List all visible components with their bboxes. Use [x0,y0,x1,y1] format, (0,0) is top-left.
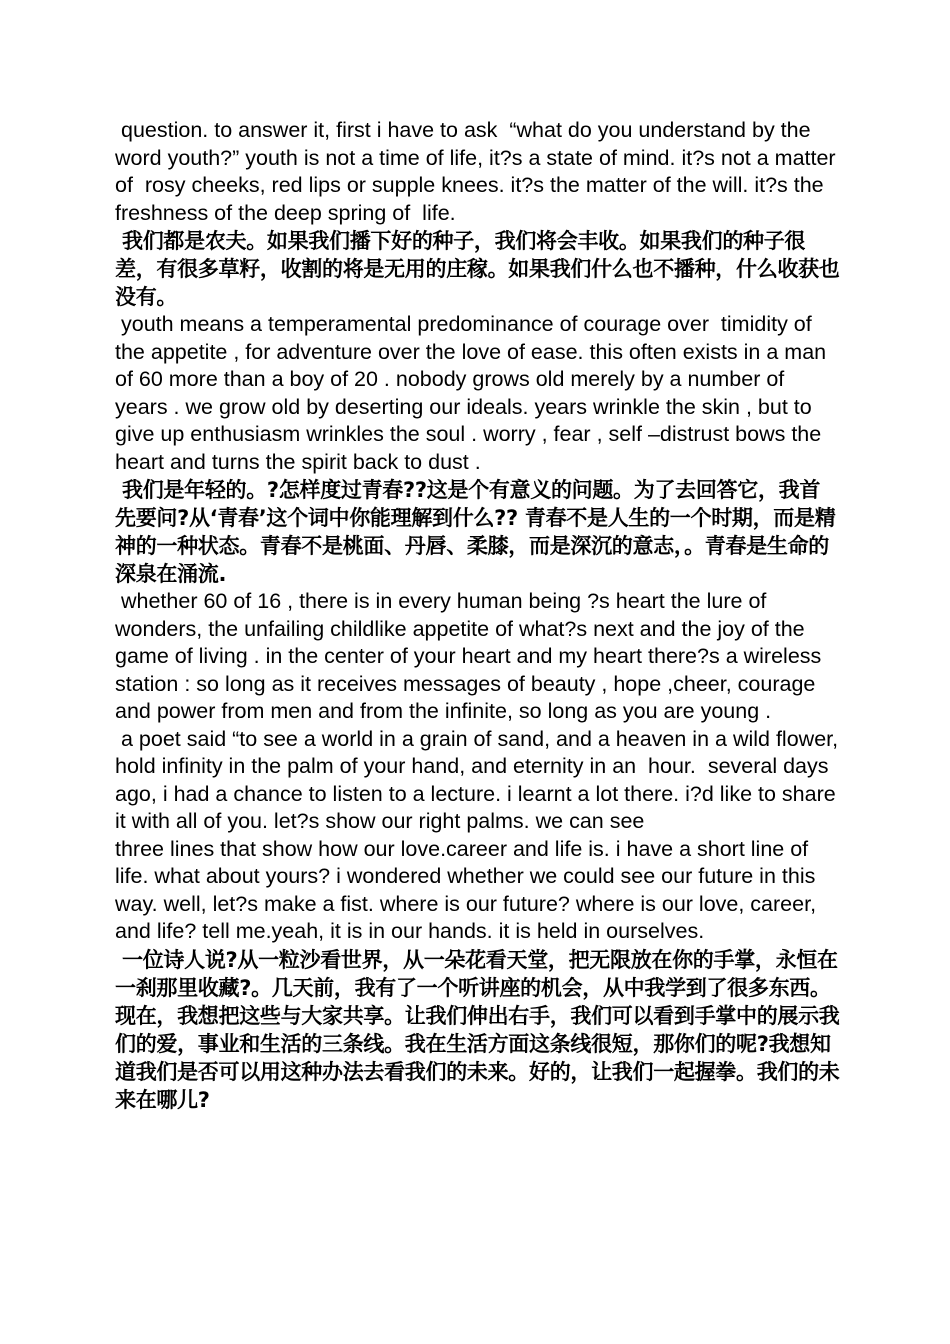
paragraph-three-lines: three lines that show how our love.career and life is. i have a short line of life. what about yours? i wondered whether we could see our future in this way. well, let?s make a fist. where is our future? where is our love, career, and life? tell me.yeah, it is in our hands. it is held in ourselves. [115,836,823,943]
paragraph-poet-lecture: a poet said “to see a world in a grain of sand, and a heaven in a wild flower, hold infinity in the palm of your hand, and eternity in an hour. several days ago, i had a chance to listen to a lecture. i learnt a lot there. i?d like to share it with all of you. let?s show our right palms. we can see [115,726,845,833]
paragraph-youth-courage: youth means a temperamental predominance of courage over timidity of the appetite , for adventure over the love of ease. this often exists in a man of 60 more than a boy of 20 . nobody grows old merely by a number of years . we grow old by deserting our ideals. years wrinkle the skin , but to give up enthusiasm wrinkles the soul . worry , fear , self –distrust bows the heart and turns the spirit back to dust . [115,312,833,474]
paragraph-young-zh: 我们是年轻的。?怎样度过青春??这是个有意义的问题。为了去回答它，我首先要问?从‘青春’这个词中你能理解到什么?? 青春不是人生的一个时期，而是精神的一种状态。青春不是桃面、丹唇、柔膝，而是深沉的意志，。青春是生命的深泉在涌流. [115,478,836,586]
paragraph-wireless-station: whether 60 of 16 , there is in every human being ?s heart the lure of wonders, the unfailing childlike appetite of what?s next and the joy of the game of living . in the center of your heart and my heart there?s a wireless station : so long as it receives messages of beauty , hope ,cheer, courage and power from men and from the infinite, so long as you are young . [115,589,828,723]
paragraph-farmers-zh: 我们都是农夫。如果我们播下好的种子，我们将会丰收。如果我们的种子很差，有很多草籽，收割的将是无用的庄稼。如果我们什么也不播种，什么收获也没有。 [115,229,840,309]
paragraph-poet-zh: 一位诗人说?从一粒沙看世界，从一朵花看天堂，把无限放在你的手掌，永恒在一刹那里收藏?。几天前，我有了一个听讲座的机会，从中我学到了很多东西。现在，我想把这些与大家共享。让我们伸出右手，我们可以看到手掌中的展示我们的爱，事业和生活的三条线。我在生活方面这条线很短，那你们的呢?我想知道我们是否可以用这种办法去看我们的未来。好的，让我们一起握拳。我们的未来在哪儿? [115,947,840,1112]
document-page [115,117,845,1114]
paragraph-youth-question: question. to answer it, first i have to ask “what do you understand by the word youth?” youth is not a time of life, it?s a state of mind. it?s not a matter of rosy cheeks, red lips or supple knees. it?s the matter of the will. it?s the freshness of the deep spring of life. [115,118,842,225]
